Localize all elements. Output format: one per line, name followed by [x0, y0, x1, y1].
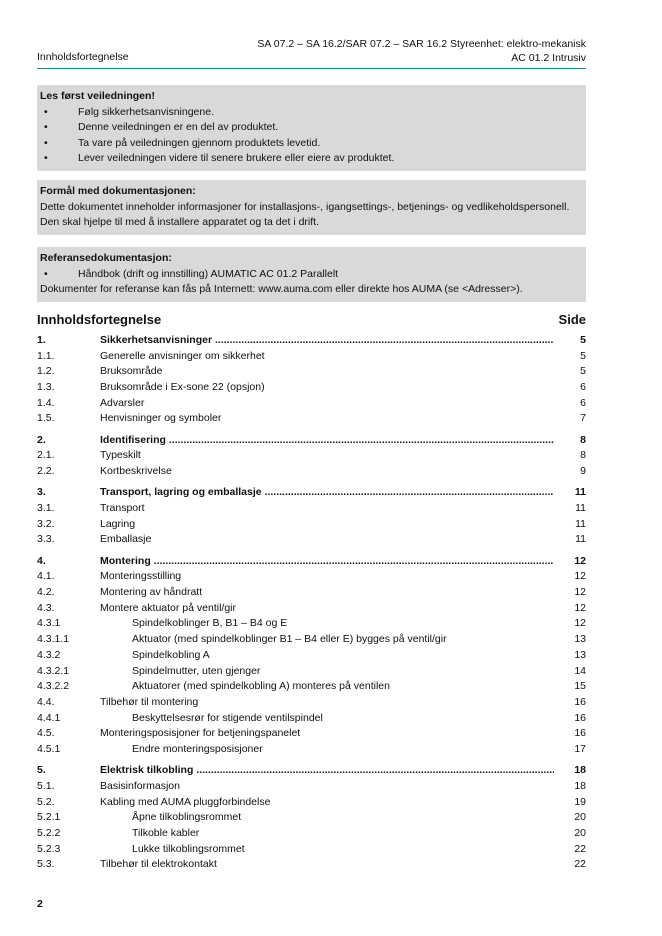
toc-entry-row[interactable]: [37, 695, 586, 711]
toc-entry-number: 5.2.1: [37, 811, 61, 824]
toc-entry-title: Kabling med AUMA pluggforbindelse: [100, 795, 271, 808]
toc-entry-number: 1.1.: [37, 349, 55, 362]
toc-entry-title: Generelle anvisninger om sikkerhet: [100, 349, 265, 362]
toc-entry-title: Typeskilt: [100, 449, 141, 462]
toc-entry-title: Sikkerhetsanvisninger .....: [100, 333, 554, 349]
read-first-box: [37, 85, 586, 171]
toc-entry-number: 3.: [37, 486, 46, 499]
toc-entry-page: 18: [574, 764, 586, 777]
toc-entry-number: 2.2.: [37, 465, 55, 478]
toc-entry-page: 11: [575, 533, 586, 546]
toc-chapter-row[interactable]: [37, 485, 586, 501]
toc-entry-number: 5.: [37, 764, 46, 777]
reference-note: Dokumenter for referanse kan fås på Internett: www.auma.com eller direkte hos AUMA (se <Adresser>).: [40, 283, 523, 295]
read-first-item: • Denne veiledningen er en del av produktet.: [40, 120, 583, 136]
toc-entry-row[interactable]: [37, 810, 586, 826]
toc-entry-number: 2.1.: [37, 449, 55, 462]
toc-entry-row[interactable]: [37, 380, 586, 396]
toc-heading: Innholdsfortegnelse: [37, 312, 162, 327]
toc-entry-row[interactable]: [37, 742, 586, 758]
toc-entry-row[interactable]: [37, 632, 586, 648]
header-product-line2: AC 01.2 Intrusiv: [511, 52, 586, 64]
toc-entry-number: 4.3.1: [37, 617, 61, 630]
purpose-line: Den skal hjelpe til med å installere apparatet og ta det i drift.: [40, 216, 319, 228]
toc-entry-title: Aktuator (med spindelkoblinger B1 – B4 eller E) bygges på ventil/gir: [132, 633, 447, 646]
toc-entry-title: Identifisering .....: [100, 433, 554, 449]
toc-heading-row: [37, 312, 586, 327]
toc-entry-page: 22: [574, 858, 586, 871]
toc-entry-title: Tilbehør til montering: [100, 695, 199, 708]
toc-entry-row[interactable]: [37, 569, 586, 585]
toc-entry-row[interactable]: [37, 711, 586, 727]
toc-entry-page: 22: [574, 842, 586, 855]
page-header: [37, 36, 586, 69]
toc-entry-number: 4.5.: [37, 727, 55, 740]
toc-entry-title: Monteringsposisjoner for betjeningspanelet: [100, 727, 301, 740]
toc-entry-row[interactable]: [37, 616, 586, 632]
toc-entry-page: 18: [574, 779, 586, 792]
toc-entry-row[interactable]: [37, 517, 586, 533]
toc-entry-row[interactable]: [37, 448, 586, 464]
toc-entry-title: Montering av håndratt: [100, 586, 203, 599]
toc-entry-title: Bruksområde i Ex-sone 22 (opsjon): [100, 381, 265, 394]
toc-chapter-row[interactable]: [37, 554, 586, 570]
toc-chapter-row[interactable]: [37, 333, 586, 349]
toc-entry-page: 13: [574, 648, 586, 661]
toc-entry-number: 4.3.1.1: [37, 633, 70, 646]
toc-chapter-row[interactable]: [37, 763, 586, 779]
toc-entry-page: 20: [574, 811, 586, 824]
toc-entry-page: 9: [580, 465, 586, 478]
toc-entry-page: 6: [580, 381, 586, 394]
toc-entry-number: 5.2.: [37, 795, 55, 808]
toc-entry-title: Transport: [100, 502, 145, 515]
toc-entry-number: 4.2.: [37, 586, 55, 599]
toc-entry-row[interactable]: [37, 396, 586, 412]
reference-title: Referansedokumentasjon:: [40, 252, 172, 264]
toc-entry-number: 4.3.2.2: [37, 680, 70, 693]
toc-entry-page: 16: [574, 711, 586, 724]
toc-entry-row[interactable]: [37, 857, 586, 873]
toc-entry-page: 16: [574, 727, 586, 740]
page-number: 2: [37, 898, 43, 910]
reference-item: • Håndbok (drift og innstilling) AUMATIC AC 01.2 Parallelt: [40, 267, 583, 283]
toc-entry-number: 4.3.2.1: [37, 664, 70, 677]
toc-entry-title: Kortbeskrivelse: [100, 465, 172, 478]
toc-entry-number: 4.5.1: [37, 742, 61, 755]
toc-entry-page: 5: [580, 365, 586, 378]
toc-entry-page: 12: [574, 554, 586, 567]
toc-entry-row[interactable]: [37, 501, 586, 517]
toc-entry-page: 12: [574, 570, 586, 583]
read-first-item: • Lever veiledningen videre til senere brukere eller eiere av produktet.: [40, 151, 583, 167]
toc-entry-number: 5.3.: [37, 858, 55, 871]
toc-entry-number: 3.1.: [37, 502, 55, 515]
toc-entry-page: 16: [574, 695, 586, 708]
toc-entry-page: 15: [574, 680, 586, 693]
toc-entry-page: 6: [580, 396, 586, 409]
purpose-box: [37, 180, 586, 235]
toc-entry-page: 20: [574, 827, 586, 839]
toc-entry-title: Montering .....: [100, 554, 554, 570]
toc-entry-number: 4.4.1: [37, 711, 61, 724]
toc-entry-page: 8: [580, 433, 586, 446]
toc-entry-number: 3.3.: [37, 533, 55, 546]
purpose-title: Formål med dokumentasjonen:: [40, 185, 196, 197]
toc-entry-page: 8: [580, 449, 586, 462]
toc-entry-title: Montere aktuator på ventil/gir: [100, 601, 236, 614]
toc-entry-row[interactable]: [37, 411, 586, 427]
read-first-item: • Ta vare på veiledningen gjennom produktets levetid.: [40, 136, 583, 152]
toc-chapter-row[interactable]: [37, 433, 586, 449]
toc-entry-title: Elektrisk tilkobling .....: [100, 763, 554, 779]
toc-entry-number: 4.: [37, 554, 46, 567]
toc-entry-row[interactable]: [37, 726, 586, 742]
toc-entry-number: 1.3.: [37, 381, 55, 394]
toc-entry-number: 5.2.3: [37, 842, 61, 855]
toc-entry-row[interactable]: [37, 648, 586, 664]
toc-entry-page: 13: [574, 633, 586, 646]
toc-entry-title: Spindelkobling A: [132, 648, 210, 661]
toc-entry-row[interactable]: [37, 585, 586, 601]
toc-entry-row[interactable]: [37, 349, 586, 365]
toc-entry-row[interactable]: [37, 601, 586, 617]
toc-entry-title: Aktuatorer (med spindelkobling A) monteres på ventilen: [132, 680, 390, 693]
toc-entry-title: Spindelmutter, uten gjenger: [132, 664, 261, 677]
toc-entry-title: Basisinformasjon: [100, 779, 180, 792]
toc-entry-row[interactable]: [37, 842, 586, 858]
toc-entry-number: 1.: [37, 334, 46, 346]
toc-entry-title: Monteringsstilling: [100, 570, 182, 583]
toc-entry-title: Transport, lagring og emballasje .....: [100, 485, 554, 501]
toc-entry-page: 11: [575, 517, 586, 530]
toc-entry-row[interactable]: [37, 664, 586, 680]
toc-entry-page: 7: [580, 412, 586, 425]
toc-entry-number: 3.2.: [37, 517, 55, 530]
toc-entry-number: 2.: [37, 433, 46, 446]
toc-entry-page: 12: [574, 586, 586, 599]
toc-entry-page: 12: [574, 601, 586, 614]
read-first-title: Les først veiledningen!: [40, 90, 155, 102]
table-of-contents: [37, 333, 586, 873]
reference-box: [37, 247, 586, 302]
toc-entry-row[interactable]: [37, 364, 586, 380]
toc-entry-page: 11: [574, 486, 586, 499]
toc-entry-number: 1.2.: [37, 365, 55, 378]
toc-entry-title: Beskyttelsesrør for stigende ventilspindel: [132, 711, 323, 724]
toc-entry-number: 4.1.: [37, 570, 55, 583]
toc-entry-page: 14: [574, 664, 586, 677]
toc-entry-title: Emballasje: [100, 533, 152, 546]
toc-entry-page: 12: [574, 617, 586, 630]
toc-entry-title: Lukke tilkoblingsrommet: [132, 842, 245, 855]
toc-entry-page: 19: [574, 795, 586, 808]
toc-entry-number: 4.4.: [37, 695, 55, 708]
toc-entry-title: Advarsler: [100, 396, 145, 409]
toc-entry-number: 1.4.: [37, 396, 55, 409]
read-first-item: • Følg sikkerhetsanvisningene.: [40, 105, 583, 121]
header-section-title: Innholdsfortegnelse: [37, 51, 129, 63]
toc-entry-title: Tilkoble kabler: [132, 827, 200, 839]
header-product-title: [257, 37, 586, 65]
toc-page-heading: Side: [558, 312, 586, 327]
header-product-line1: SA 07.2 – SA 16.2/SAR 07.2 – SAR 16.2 Styreenhet: elektro-mekanisk: [257, 38, 586, 50]
toc-entry-row[interactable]: [37, 532, 586, 548]
toc-entry-number: 4.3.: [37, 601, 55, 614]
toc-entry-title: Henvisninger og symboler: [100, 412, 222, 425]
toc-entry-row[interactable]: [37, 795, 586, 811]
toc-entry-title: Lagring: [100, 517, 136, 530]
toc-entry-title: Åpne tilkoblingsrommet: [132, 811, 242, 824]
toc-entry-page: 17: [574, 742, 586, 755]
toc-entry-page: 5: [580, 349, 586, 362]
toc-entry-page: 5: [580, 334, 586, 346]
toc-entry-number: 5.2.2: [37, 827, 61, 839]
toc-entry-page: 11: [575, 502, 586, 515]
toc-entry-title: Endre monteringsposisjoner: [132, 742, 263, 755]
toc-entry-row[interactable]: [37, 826, 586, 842]
toc-entry-number: 5.1.: [37, 779, 55, 792]
toc-entry-row[interactable]: [37, 679, 586, 695]
toc-entry-row[interactable]: [37, 464, 586, 480]
toc-entry-row[interactable]: [37, 779, 586, 795]
purpose-line: Dette dokumentet inneholder informasjoner for installasjons-, igangsettings-, betjenings- og vedlikeholdspersonell.: [40, 200, 570, 213]
toc-entry-title: Tilbehør til elektrokontakt: [100, 858, 217, 871]
toc-entry-title: Bruksområde: [100, 365, 163, 378]
toc-entry-title: Spindelkoblinger B, B1 – B4 og E: [132, 617, 288, 630]
toc-entry-number: 1.5.: [37, 412, 55, 425]
toc-entry-number: 4.3.2: [37, 648, 61, 661]
